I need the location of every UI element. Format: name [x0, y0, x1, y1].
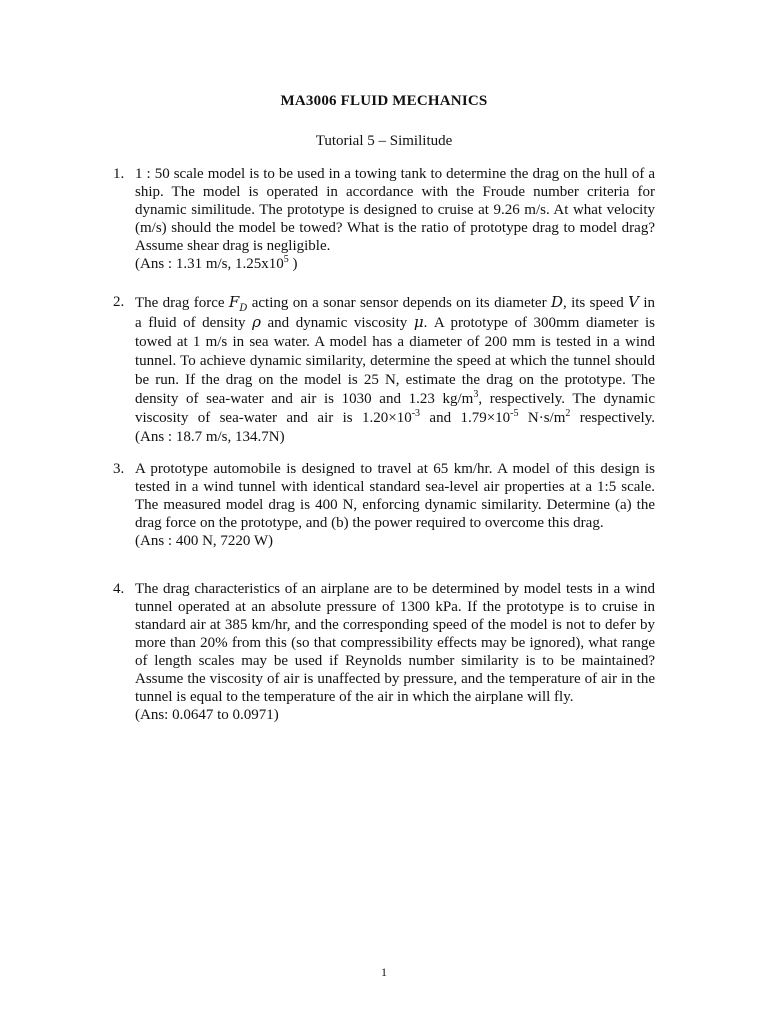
question-line: a fluid of density ρ and dynamic viscosity μ. A prototype of 300mm diameter is: [135, 313, 655, 331]
question-1: [113, 165, 655, 273]
question-number: 3.: [113, 461, 125, 477]
page-number: 1: [381, 965, 387, 979]
question-line: of length scales may be used if Reynolds number similarity is to be maintained?: [135, 653, 655, 669]
speed-symbol: V: [628, 293, 639, 311]
question-body: [135, 293, 655, 446]
answer-text: (Ans: 0.0647 to 0.0971): [135, 707, 279, 723]
density-symbol: ρ: [252, 313, 261, 331]
question-body: [135, 580, 655, 724]
question-line: A prototype automobile is designed to travel at 65 km/hr. A model of this design is: [135, 461, 655, 477]
question-body: [135, 460, 655, 550]
question-line: tunnel operated at an absolute pressure of 1300 kPa. If the prototype is to cruise in: [135, 599, 655, 615]
question-line: towed at 1 m/s in sea water. A model has a diameter of 200 mm is tested in a wind: [135, 334, 655, 350]
question-4: [113, 580, 655, 724]
question-3: [113, 460, 655, 550]
question-line: The measured model drag is 400 N, enforcing dynamic similarity. Determine (a) the: [135, 497, 655, 513]
answer-text: (Ans : 18.7 m/s, 134.7N): [135, 429, 285, 445]
question-line: dynamic similitude. The prototype is designed to cruise at 9.26 m/s. At what velocity: [135, 202, 655, 218]
question-line: tunnel is equal to the temperature of the air in which the airplane will fly.: [135, 689, 574, 705]
question-line: The drag characteristics of an airplane are to be determined by model tests in a wind: [135, 581, 655, 597]
drag-force-symbol: $F_D$: [228, 293, 248, 314]
question-line: The drag force $F_D$ acting on a sonar sensor depends on its diameter D, its speed V in: [135, 293, 656, 314]
question-body: [135, 165, 655, 273]
question-line: standard air at 385 km/hr, and the corresponding speed of the model is not to defer by: [135, 617, 655, 633]
question-line: be run. If the drag on the model is 25 N, estimate the drag on the prototype. The: [135, 372, 655, 388]
page-title: MA3006 FLUID MECHANICS: [280, 93, 488, 109]
question-number: 4.: [113, 581, 125, 597]
question-line: tested in a wind tunnel with identical standard sea-level air properties at a 1:5 scale.: [135, 479, 655, 495]
question-2: [113, 293, 655, 446]
question-line: density of sea-water and air is 1030 and 1.23 $kg/m^3$, respectively. The dynamic: [135, 389, 655, 407]
question-line: more than 20% from this (so that compressibility effects may be ignored), what range: [135, 635, 655, 651]
question-line: Assume the viscosity of air is unaffected by pressure, and the temperature of air in the: [135, 671, 655, 687]
question-line: ship. The model is operated in accordance with the Froude number criteria for: [135, 184, 655, 200]
diameter-symbol: D: [550, 293, 563, 311]
question-number: 2.: [113, 294, 125, 310]
page-subtitle: Tutorial 5 – Similitude: [315, 133, 453, 149]
answer-text: (Ans : 1.31 m/s, $1.25x10^5$ ): [135, 254, 298, 272]
question-line: tunnel. To achieve dynamic similarity, determine the speed at which the tunnel should: [135, 353, 655, 369]
question-line: viscosity of sea-water and air is $1.20\times 10^{-3}$ and $1.79\times 10^{-5}$ $N\cdot s/m^2$ respectively.: [135, 408, 655, 426]
viscosity-symbol: μ: [413, 313, 424, 331]
question-number: 1.: [113, 166, 125, 182]
question-line: Assume shear drag is negligible.: [135, 238, 331, 254]
question-line: (m/s) should the model be towed? What is the ratio of prototype drag to model drag?: [135, 220, 655, 236]
answer-text: (Ans : 400 N, 7220 W): [135, 533, 274, 549]
question-line: 1 : 50 scale model is to be used in a towing tank to determine the drag on the hull of a: [135, 166, 655, 182]
question-line: drag force on the prototype, and (b) the power required to overcome this drag.: [135, 515, 604, 531]
